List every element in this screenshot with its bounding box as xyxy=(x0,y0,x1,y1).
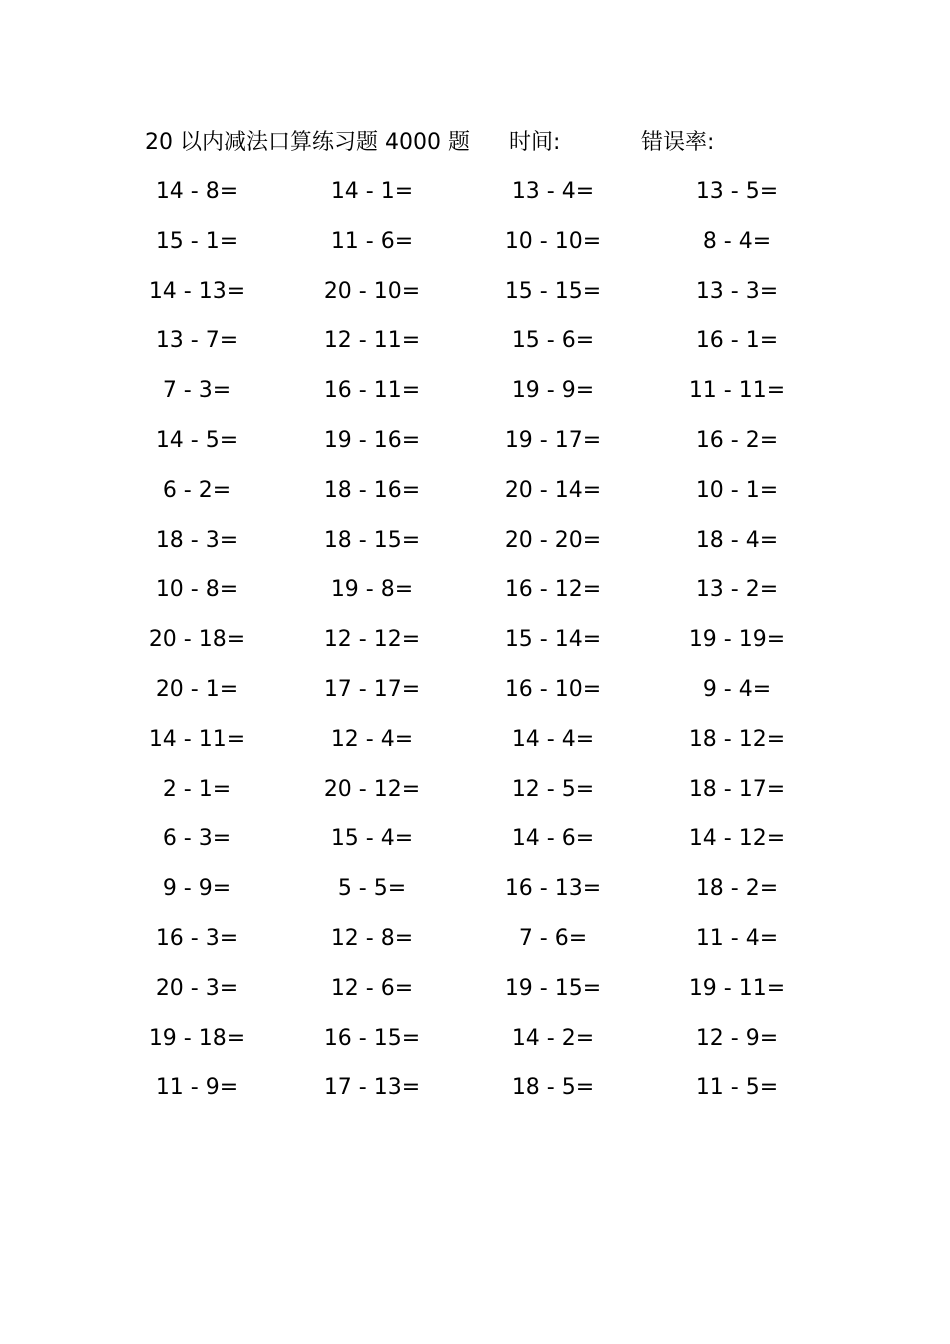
problem-item: 7 - 6= xyxy=(518,925,588,951)
problem-item: 13 - 4= xyxy=(511,179,595,204)
problem-row xyxy=(0,919,950,969)
problem-item: 11 - 4= xyxy=(695,925,779,951)
problem-row xyxy=(0,172,950,222)
problem-item: 19 - 9= xyxy=(511,378,595,404)
problem-item: 12 - 4= xyxy=(330,726,414,752)
problem-row xyxy=(0,321,950,371)
problem-row xyxy=(0,421,950,471)
problem-item: 6 - 2= xyxy=(162,477,232,503)
problem-row xyxy=(0,521,950,571)
problem-item: 9 - 4= xyxy=(702,676,772,702)
problem-item: 16 - 15= xyxy=(323,1025,421,1051)
problem-item: 11 - 6= xyxy=(330,228,414,254)
problem-item: 8 - 4= xyxy=(702,228,772,254)
problem-item: 11 - 5= xyxy=(695,1075,779,1101)
problem-item: 20 - 10= xyxy=(323,278,421,304)
problem-item: 16 - 13= xyxy=(504,876,602,902)
problem-row xyxy=(0,720,950,770)
problem-item: 19 - 17= xyxy=(504,427,602,453)
problem-item: 19 - 19= xyxy=(688,627,786,653)
problem-item: 15 - 4= xyxy=(330,826,414,852)
problem-row xyxy=(0,969,950,1019)
problem-item: 16 - 11= xyxy=(323,378,421,404)
problem-item: 20 - 14= xyxy=(504,477,602,503)
problem-item: 14 - 5= xyxy=(155,427,239,453)
problem-item: 19 - 8= xyxy=(330,577,414,603)
error-rate-label: 错误率: xyxy=(641,130,715,155)
problem-item: 6 - 3= xyxy=(162,826,232,852)
problem-item: 16 - 2= xyxy=(695,427,779,453)
problem-item: 20 - 3= xyxy=(155,975,239,1001)
problem-item: 18 - 5= xyxy=(511,1075,595,1101)
problem-item: 11 - 9= xyxy=(155,1075,239,1101)
problem-item: 13 - 3= xyxy=(695,278,779,304)
problem-item: 19 - 16= xyxy=(323,427,421,453)
problem-item: 10 - 1= xyxy=(695,477,779,503)
problem-item: 10 - 10= xyxy=(504,228,602,254)
problem-row xyxy=(0,770,950,820)
problem-item: 15 - 6= xyxy=(511,328,595,354)
problem-item: 20 - 12= xyxy=(323,776,421,802)
problem-item: 17 - 17= xyxy=(323,676,421,702)
worksheet-title: 20 以内减法口算练习题 4000 题 xyxy=(145,130,470,155)
problem-item: 13 - 5= xyxy=(695,179,779,204)
problem-item: 19 - 15= xyxy=(504,975,602,1001)
problem-item: 9 - 9= xyxy=(162,876,232,902)
problem-row xyxy=(0,222,950,272)
problem-item: 16 - 12= xyxy=(504,577,602,603)
problem-item: 14 - 1= xyxy=(330,179,414,204)
problem-row xyxy=(0,570,950,620)
problem-item: 10 - 8= xyxy=(155,577,239,603)
problem-item: 11 - 11= xyxy=(688,378,786,404)
problem-item: 15 - 14= xyxy=(504,627,602,653)
problem-item: 20 - 1= xyxy=(155,676,239,702)
problem-item: 5 - 5= xyxy=(337,876,407,902)
problem-item: 7 - 3= xyxy=(162,378,232,404)
problem-item: 18 - 16= xyxy=(323,477,421,503)
problem-item: 12 - 5= xyxy=(511,776,595,802)
problem-item: 20 - 20= xyxy=(504,527,602,553)
problem-item: 16 - 3= xyxy=(155,925,239,951)
problem-item: 19 - 18= xyxy=(148,1025,246,1051)
problem-grid xyxy=(0,172,950,1118)
problem-item: 14 - 12= xyxy=(688,826,786,852)
problem-row xyxy=(0,471,950,521)
problem-item: 19 - 11= xyxy=(688,975,786,1001)
problem-item: 15 - 1= xyxy=(155,228,239,254)
problem-item: 18 - 2= xyxy=(695,876,779,902)
problem-item: 14 - 4= xyxy=(511,726,595,752)
problem-item: 12 - 12= xyxy=(323,627,421,653)
problem-item: 13 - 7= xyxy=(155,328,239,354)
problem-row xyxy=(0,1068,950,1118)
problem-item: 14 - 13= xyxy=(148,278,246,304)
problem-item: 14 - 11= xyxy=(148,726,246,752)
problem-item: 18 - 4= xyxy=(695,527,779,553)
problem-row xyxy=(0,272,950,322)
problem-item: 14 - 6= xyxy=(511,826,595,852)
problem-row xyxy=(0,1019,950,1069)
problem-item: 12 - 11= xyxy=(323,328,421,354)
problem-row xyxy=(0,819,950,869)
problem-item: 16 - 10= xyxy=(504,676,602,702)
problem-row xyxy=(0,371,950,421)
problem-item: 18 - 12= xyxy=(688,726,786,752)
problem-item: 14 - 2= xyxy=(511,1025,595,1051)
problem-item: 18 - 17= xyxy=(688,776,786,802)
problem-item: 15 - 15= xyxy=(504,278,602,304)
problem-item: 2 - 1= xyxy=(162,776,232,802)
problem-item: 20 - 18= xyxy=(148,627,246,653)
problem-item: 14 - 8= xyxy=(155,179,239,204)
problem-item: 12 - 9= xyxy=(695,1025,779,1051)
problem-item: 17 - 13= xyxy=(323,1075,421,1101)
problem-row xyxy=(0,869,950,919)
time-label: 时间: xyxy=(509,130,561,155)
problem-row xyxy=(0,620,950,670)
worksheet-header xyxy=(145,126,845,160)
problem-item: 16 - 1= xyxy=(695,328,779,354)
problem-item: 18 - 3= xyxy=(155,527,239,553)
problem-item: 18 - 15= xyxy=(323,527,421,553)
problem-item: 12 - 8= xyxy=(330,925,414,951)
problem-row xyxy=(0,670,950,720)
problem-item: 13 - 2= xyxy=(695,577,779,603)
problem-item: 12 - 6= xyxy=(330,975,414,1001)
